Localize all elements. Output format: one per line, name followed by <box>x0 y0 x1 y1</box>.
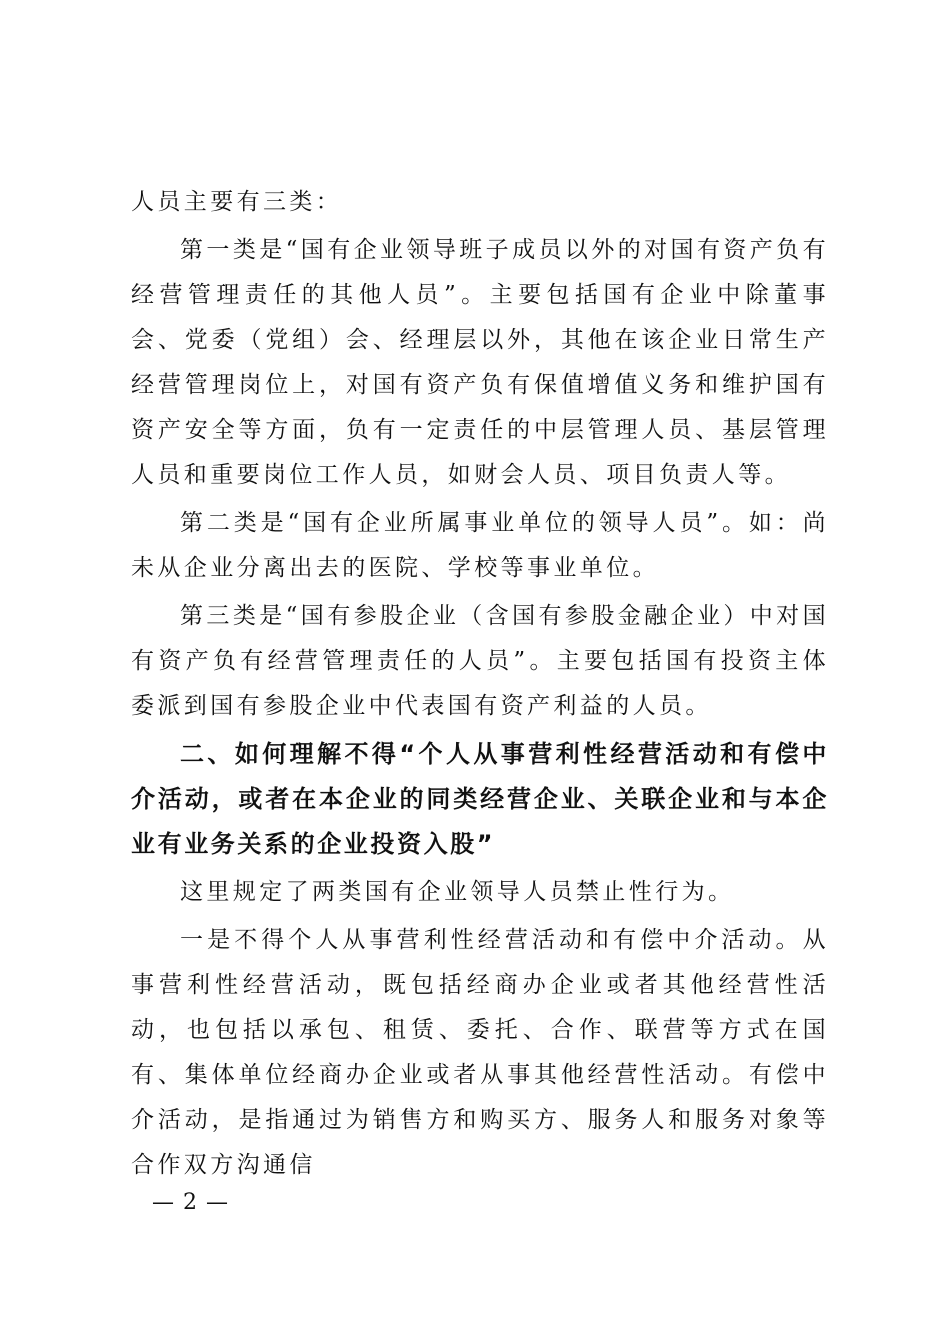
page-number: — 2 — <box>152 1190 229 1215</box>
paragraph-category-one: 第一类是“国有企业领导班子成员以外的对国有资产负有经营管理责任的其他人员”。主要包括国有企业中除董事会、党委（党组）会、经理层以外，其他在该企业日常生产经营管理岗位上，对国有资产负有保值增值义务和维护国有资产安全等方面，负有一定责任的中层管理人员、基层管理人员和重要岗位工作人员，如财会人员、项目负责人等。 <box>131 237 829 488</box>
paragraph-behavior-one: 一是不得个人从事营利性经营活动和有偿中介活动。从事营利性经营活动，既包括经商办企业或者其他经营性活动，也包括以承包、租赁、委托、合作、联营等方式在国有、集体单位经商办企业或者从事其他经营性活动。有偿中介活动，是指通过为销售方和购买方、服务人和服务对象等合作双方沟通信 <box>131 927 829 1178</box>
section-heading-two: 二、如何理解不得“个人从事营利性经营活动和有偿中介活动，或者在本企业的同类经营企业、关联企业和与本企业有业务关系的企业投资入股” <box>131 740 829 858</box>
paragraph-intro: 人员主要有三类： <box>131 189 343 215</box>
document-body <box>131 180 829 1188</box>
paragraph-two-behaviors: 这里规定了两类国有企业领导人员禁止性行为。 <box>180 879 735 905</box>
paragraph-category-three: 第三类是“国有参股企业（含国有参股金融企业）中对国有资产负有经营管理责任的人员”。主要包括国有投资主体委派到国有参股企业中代表国有资产利益的人员。 <box>131 603 829 719</box>
paragraph-category-two: 第二类是“国有企业所属事业单位的领导人员”。如：尚未从企业分离出去的医院、学校等事业单位。 <box>131 510 829 581</box>
